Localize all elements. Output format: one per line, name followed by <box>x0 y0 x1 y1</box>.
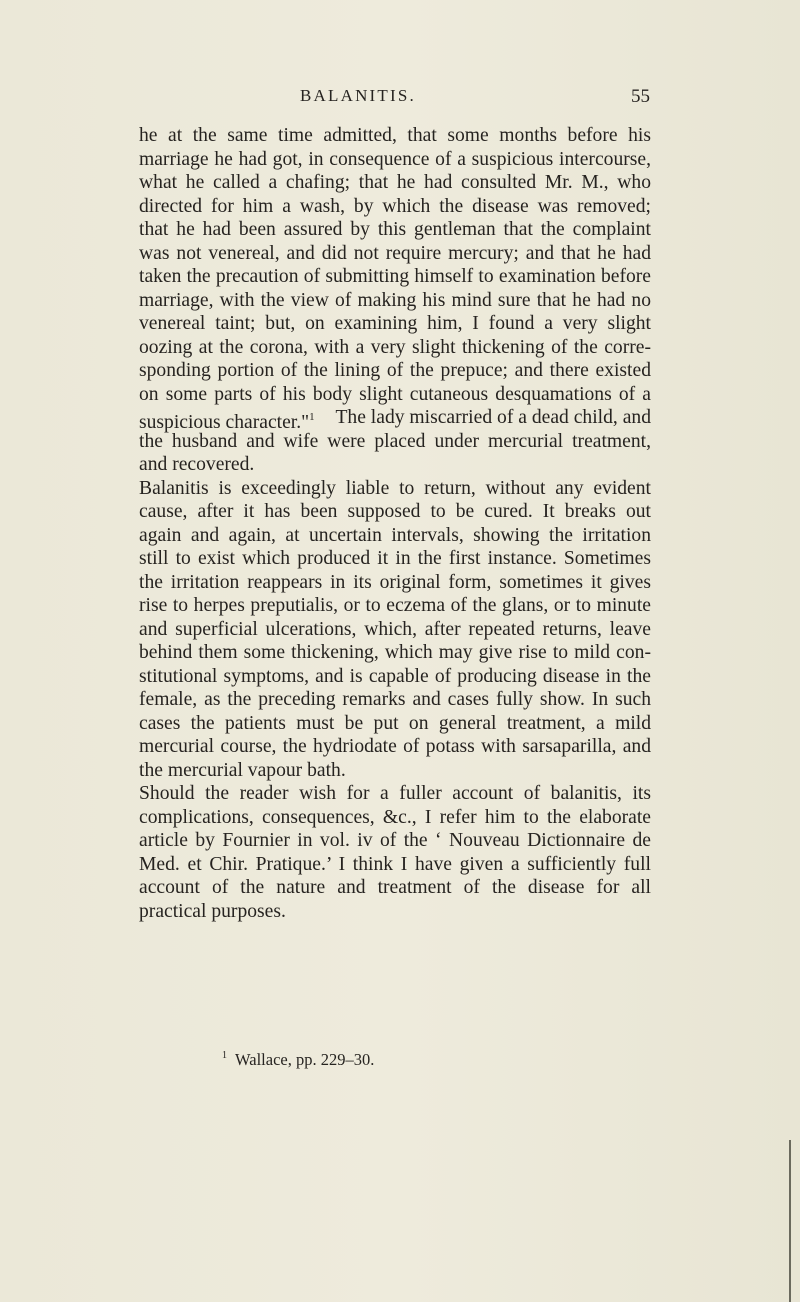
text-line: oozing at the corona, with a very slight thickening of the corre- <box>139 336 651 358</box>
text-line: stitutional symptoms, and is capable of producing disease in the <box>139 665 651 687</box>
text-line: behind them some thickening, which may give rise to mild con- <box>139 642 651 663</box>
text-line: sponding portion of the lining of the prepuce; and there existed <box>139 360 651 381</box>
footnote-text: Wallace, pp. 229–30. <box>235 1050 375 1069</box>
text-line: and superficial ulcerations, which, after repeated returns, leave <box>139 618 651 640</box>
text-line: was not venereal, and did not require mercury; and that he had <box>139 242 651 264</box>
footnote <box>222 1050 374 1070</box>
text-line: cause, after it has been supposed to be cured. It breaks out <box>139 501 651 522</box>
text-line: marriage he had got, in consequence of a suspicious intercourse, <box>139 148 651 170</box>
text-line: Should the reader wish for a fuller account of balanitis, its <box>139 783 651 804</box>
text-line: complications, consequences, &c., I refer him to the elaborate <box>139 806 651 828</box>
text-line: again and again, at uncertain intervals, showing the irritation <box>139 524 651 546</box>
page-number: 55 <box>631 86 650 107</box>
page-header <box>300 86 650 112</box>
footnote-marker: 1 <box>309 411 315 423</box>
text-line: marriage, with the view of making his mind sure that he had no <box>139 289 651 311</box>
text-line: the mercurial vapour bath. <box>139 759 346 781</box>
text-segment: The lady miscarried of a dead child, and <box>335 407 651 428</box>
text-line: he at the same time admitted, that some months before his <box>139 125 651 146</box>
text-line: the husband and wife were placed under mercurial treatment, <box>139 430 651 452</box>
text-line-with-footnote <box>139 406 651 433</box>
text-line: rise to herpes preputialis, or to eczema of the glans, or to minute <box>139 595 651 616</box>
text-line: the irritation reappears in its original form, sometimes it gives <box>139 571 651 593</box>
running-head: BALANITIS. <box>300 86 416 105</box>
text-line: what he called a chafing; that he had consulted Mr. M., who <box>139 172 651 193</box>
text-line: article by Fournier in vol. iv of the ‘ Nouveau Dictionnaire de <box>139 830 651 851</box>
text-line: taken the precaution of submitting himself to examination before <box>139 266 651 287</box>
text-line: practical purposes. <box>139 900 286 922</box>
text-line: venereal taint; but, on examining him, I found a very slight <box>139 313 651 334</box>
footnote-number: 1 <box>222 1050 227 1061</box>
text-line: on some parts of his body slight cutaneous desquamations of a <box>139 383 651 405</box>
text-line: that he had been assured by this gentleman that the complaint <box>139 219 651 240</box>
text-line: directed for him a wash, by which the disease was removed; <box>139 195 651 217</box>
body-text <box>139 124 651 923</box>
text-line: still to exist which produced it in the first instance. Sometimes <box>139 548 651 569</box>
text-line: account of the nature and treatment of the disease for all <box>139 877 651 898</box>
text-line: Med. et Chir. Pratique.’ I think I have given a sufficiently full <box>139 853 651 875</box>
text-line: mercurial course, the hydriodate of potass with sarsaparilla, and <box>139 736 651 757</box>
text-line: and recovered. <box>139 454 255 475</box>
page-edge-shadow <box>789 1140 791 1302</box>
text-line: Balanitis is exceedingly liable to return, without any evident <box>139 477 651 499</box>
text-segment: suspicious character." <box>139 412 310 433</box>
text-line: cases the patients must be put on general treatment, a mild <box>139 712 651 734</box>
text-line: female, as the preceding remarks and cases fully show. In such <box>139 689 651 710</box>
